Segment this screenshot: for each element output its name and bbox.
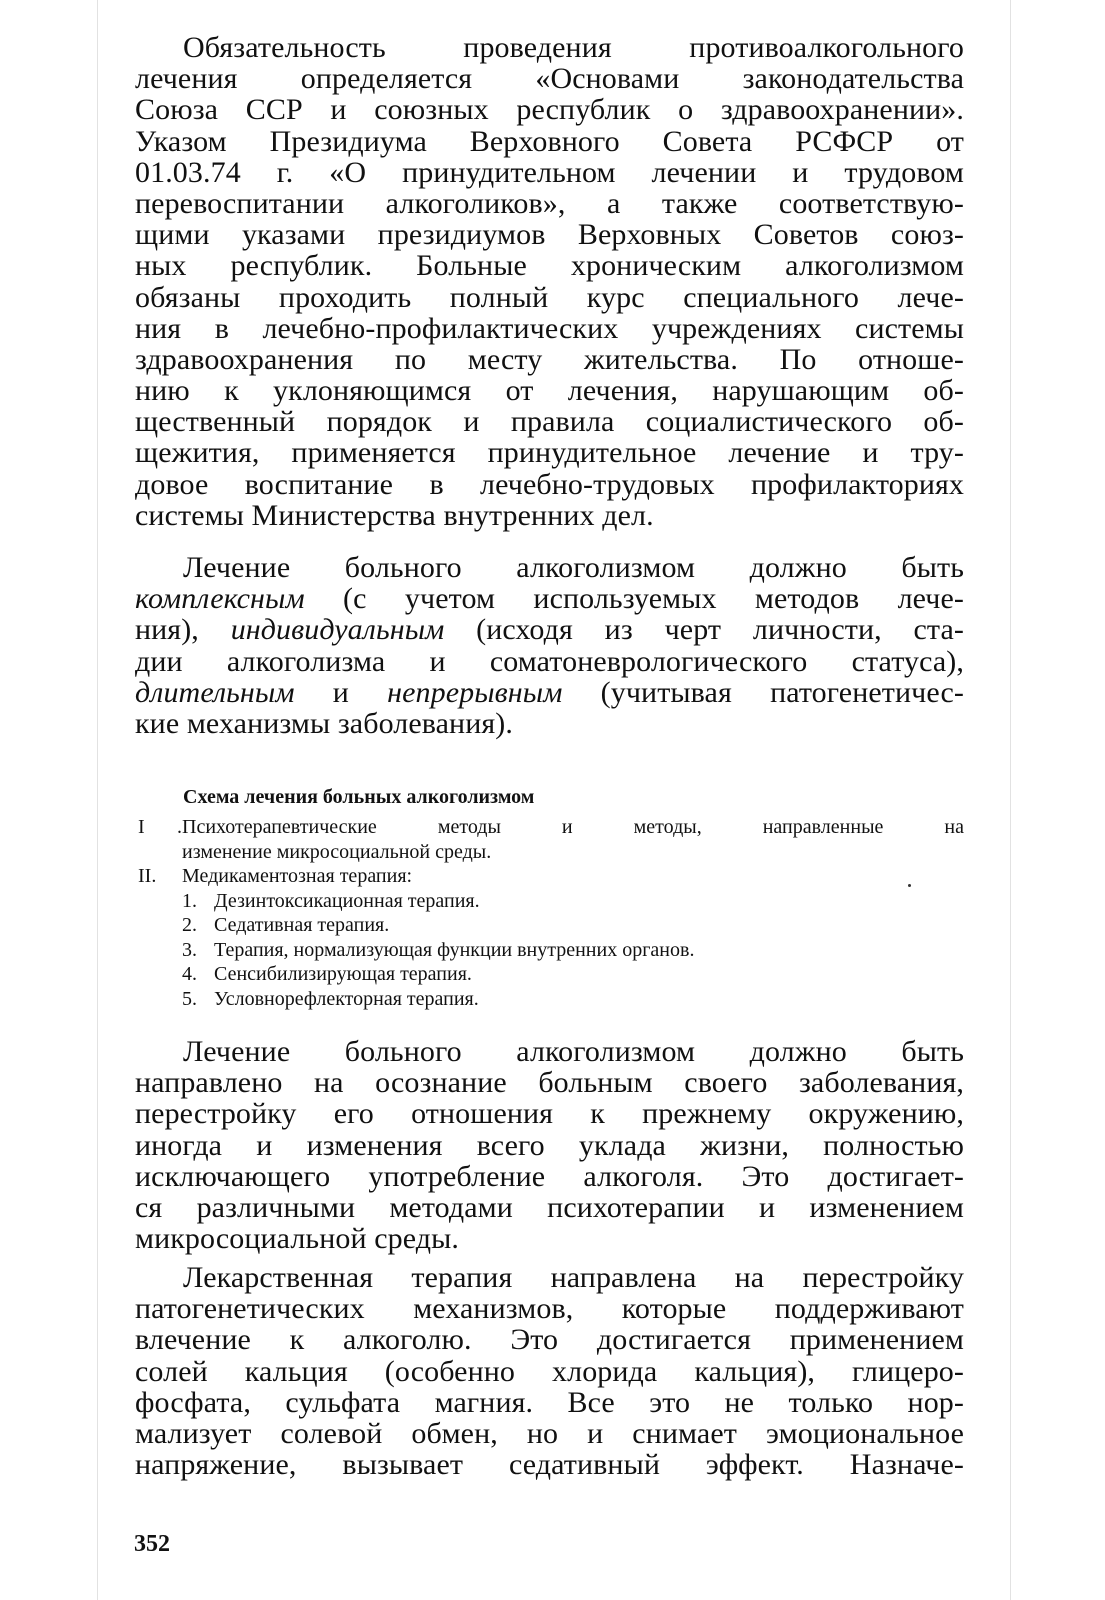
paragraph-2 <box>135 552 964 739</box>
text-line: 01.03.74 г. «О принудительном лечении и трудовом <box>135 155 964 189</box>
list-subitem <box>138 889 964 914</box>
treatment-scheme-list <box>138 815 964 1011</box>
text-line: щественный порядок и правила социалистического об- <box>135 405 964 439</box>
text-line: фосфата, сульфата магния. Все это не только нор- <box>135 1385 964 1419</box>
text-line: дии алкоголизма и соматоневрологического статуса), <box>135 644 964 678</box>
text-fragment: и <box>294 675 388 709</box>
text-line: патогенетических механизмов, которые поддерживают <box>135 1292 964 1326</box>
list-number: 1. <box>182 889 197 912</box>
text-line: направлено на осознание больным своего заболевания, <box>135 1066 964 1100</box>
list-number: 4. <box>182 963 197 985</box>
scan-speck <box>908 884 911 887</box>
text-line: лечения определяется «Основами законодательства <box>135 62 964 96</box>
text-line: мализует солевой обмен, но и снимает эмоциональное <box>135 1416 964 1450</box>
list-text: Условнорефлекторная терапия. <box>214 987 479 1010</box>
text-line: Лечение больного алкоголизмом должно быть <box>183 1035 964 1068</box>
list-text: Дезинтоксикационная терапия. <box>214 889 480 912</box>
text-line: влечение к алкоголю. Это достигается применением <box>135 1323 964 1357</box>
text-line: перестройку его отношения к прежнему окружению, <box>135 1097 964 1131</box>
list-item-continuation: изменение микросоциальной среды. <box>182 840 492 863</box>
list-text: Седативная терапия. <box>214 914 390 936</box>
list-text: Психотерапевтические методы и методы, направленные на <box>182 816 964 838</box>
text-fragment: ния), <box>135 613 231 647</box>
text-line: ся различными методами психотерапии и изменением <box>135 1190 964 1224</box>
list-subitem <box>138 913 964 938</box>
text-line: обязаны проходить полный курс специального лече- <box>135 280 964 314</box>
text-line: Указом Президиума Верховного Совета РСФСР от <box>135 124 964 158</box>
text-fragment: (исходя из черт личности, ста- <box>444 613 964 647</box>
text-line: щими указами президиумов Верховных Советов союз- <box>135 218 964 252</box>
text-line: микросоциальной среды. <box>135 1222 459 1256</box>
page-number: 352 <box>134 1531 170 1557</box>
list-number: 3. <box>182 938 197 961</box>
paragraph-3 <box>135 1036 964 1254</box>
text-line: Союза ССР и союзных республик о здравоохранении». <box>135 93 964 127</box>
text-line: ных республик. Больные хроническим алкоголизмом <box>135 249 964 283</box>
text-line: Лечение больного алкоголизмом должно быть <box>183 551 964 584</box>
scheme-title: Схема лечения больных алкоголизмом <box>183 786 535 808</box>
text-line: здравоохранения по месту жительства. По отноше- <box>135 342 964 376</box>
list-item <box>138 864 964 889</box>
text-fragment: (с учетом используемых методов лече- <box>304 582 964 616</box>
text-line: иногда и изменения всего уклада жизни, полностью <box>135 1128 964 1162</box>
text-line: солей кальция (особенно хлорида кальция), глицеро- <box>135 1354 964 1388</box>
text-line: Лекарственная терапия направлена на перестройку <box>183 1261 964 1294</box>
italic-term: индивидуальным <box>230 613 445 647</box>
list-text: Сенсибилизирующая терапия. <box>214 963 472 985</box>
italic-term: непрерывным <box>387 675 563 709</box>
text-line <box>135 677 964 708</box>
list-subitem <box>138 962 964 987</box>
italic-term: комплексным <box>135 582 305 616</box>
list-item <box>138 815 964 840</box>
list-text: Терапия, нормализующая функции внутренних органов. <box>214 938 695 961</box>
list-text: Медикаментозная терапия: <box>182 865 413 887</box>
text-line: перевоспитании алкоголиков», а также соответствую- <box>135 186 964 220</box>
text-line: щежития, применяется принудительное лечение и тру- <box>135 436 964 470</box>
list-number: 5. <box>182 987 197 1010</box>
list-subitem <box>138 987 964 1012</box>
text-line <box>135 583 964 614</box>
text-line: исключающего употребление алкоголя. Это достигает- <box>135 1159 964 1193</box>
text-line: системы Министерства внутренних дел. <box>135 498 654 532</box>
text-line <box>135 614 964 645</box>
book-page <box>97 0 1011 1600</box>
list-number: I . <box>138 816 182 838</box>
paragraph-1 <box>135 32 964 531</box>
text-line: Обязательность проведения противоалкогольного <box>183 31 964 64</box>
text-line: напряжение, вызывает седативный эффект. Назначе- <box>135 1448 964 1482</box>
paragraph-4 <box>135 1262 964 1480</box>
list-number: II. <box>138 865 157 887</box>
text-line: довое воспитание в лечебно-трудовых профилакториях <box>135 467 964 501</box>
text-line: ния в лечебно-профилактических учреждениях системы <box>135 311 964 345</box>
list-number: 2. <box>182 914 197 936</box>
text-line: нию к уклоняющимся от лечения, нарушающим об- <box>135 374 964 408</box>
list-subitem <box>138 938 964 963</box>
italic-term: длительным <box>135 675 295 709</box>
text-line: кие механизмы заболевания). <box>135 706 513 740</box>
text-fragment: (учитывая патогенетичес- <box>562 675 964 709</box>
